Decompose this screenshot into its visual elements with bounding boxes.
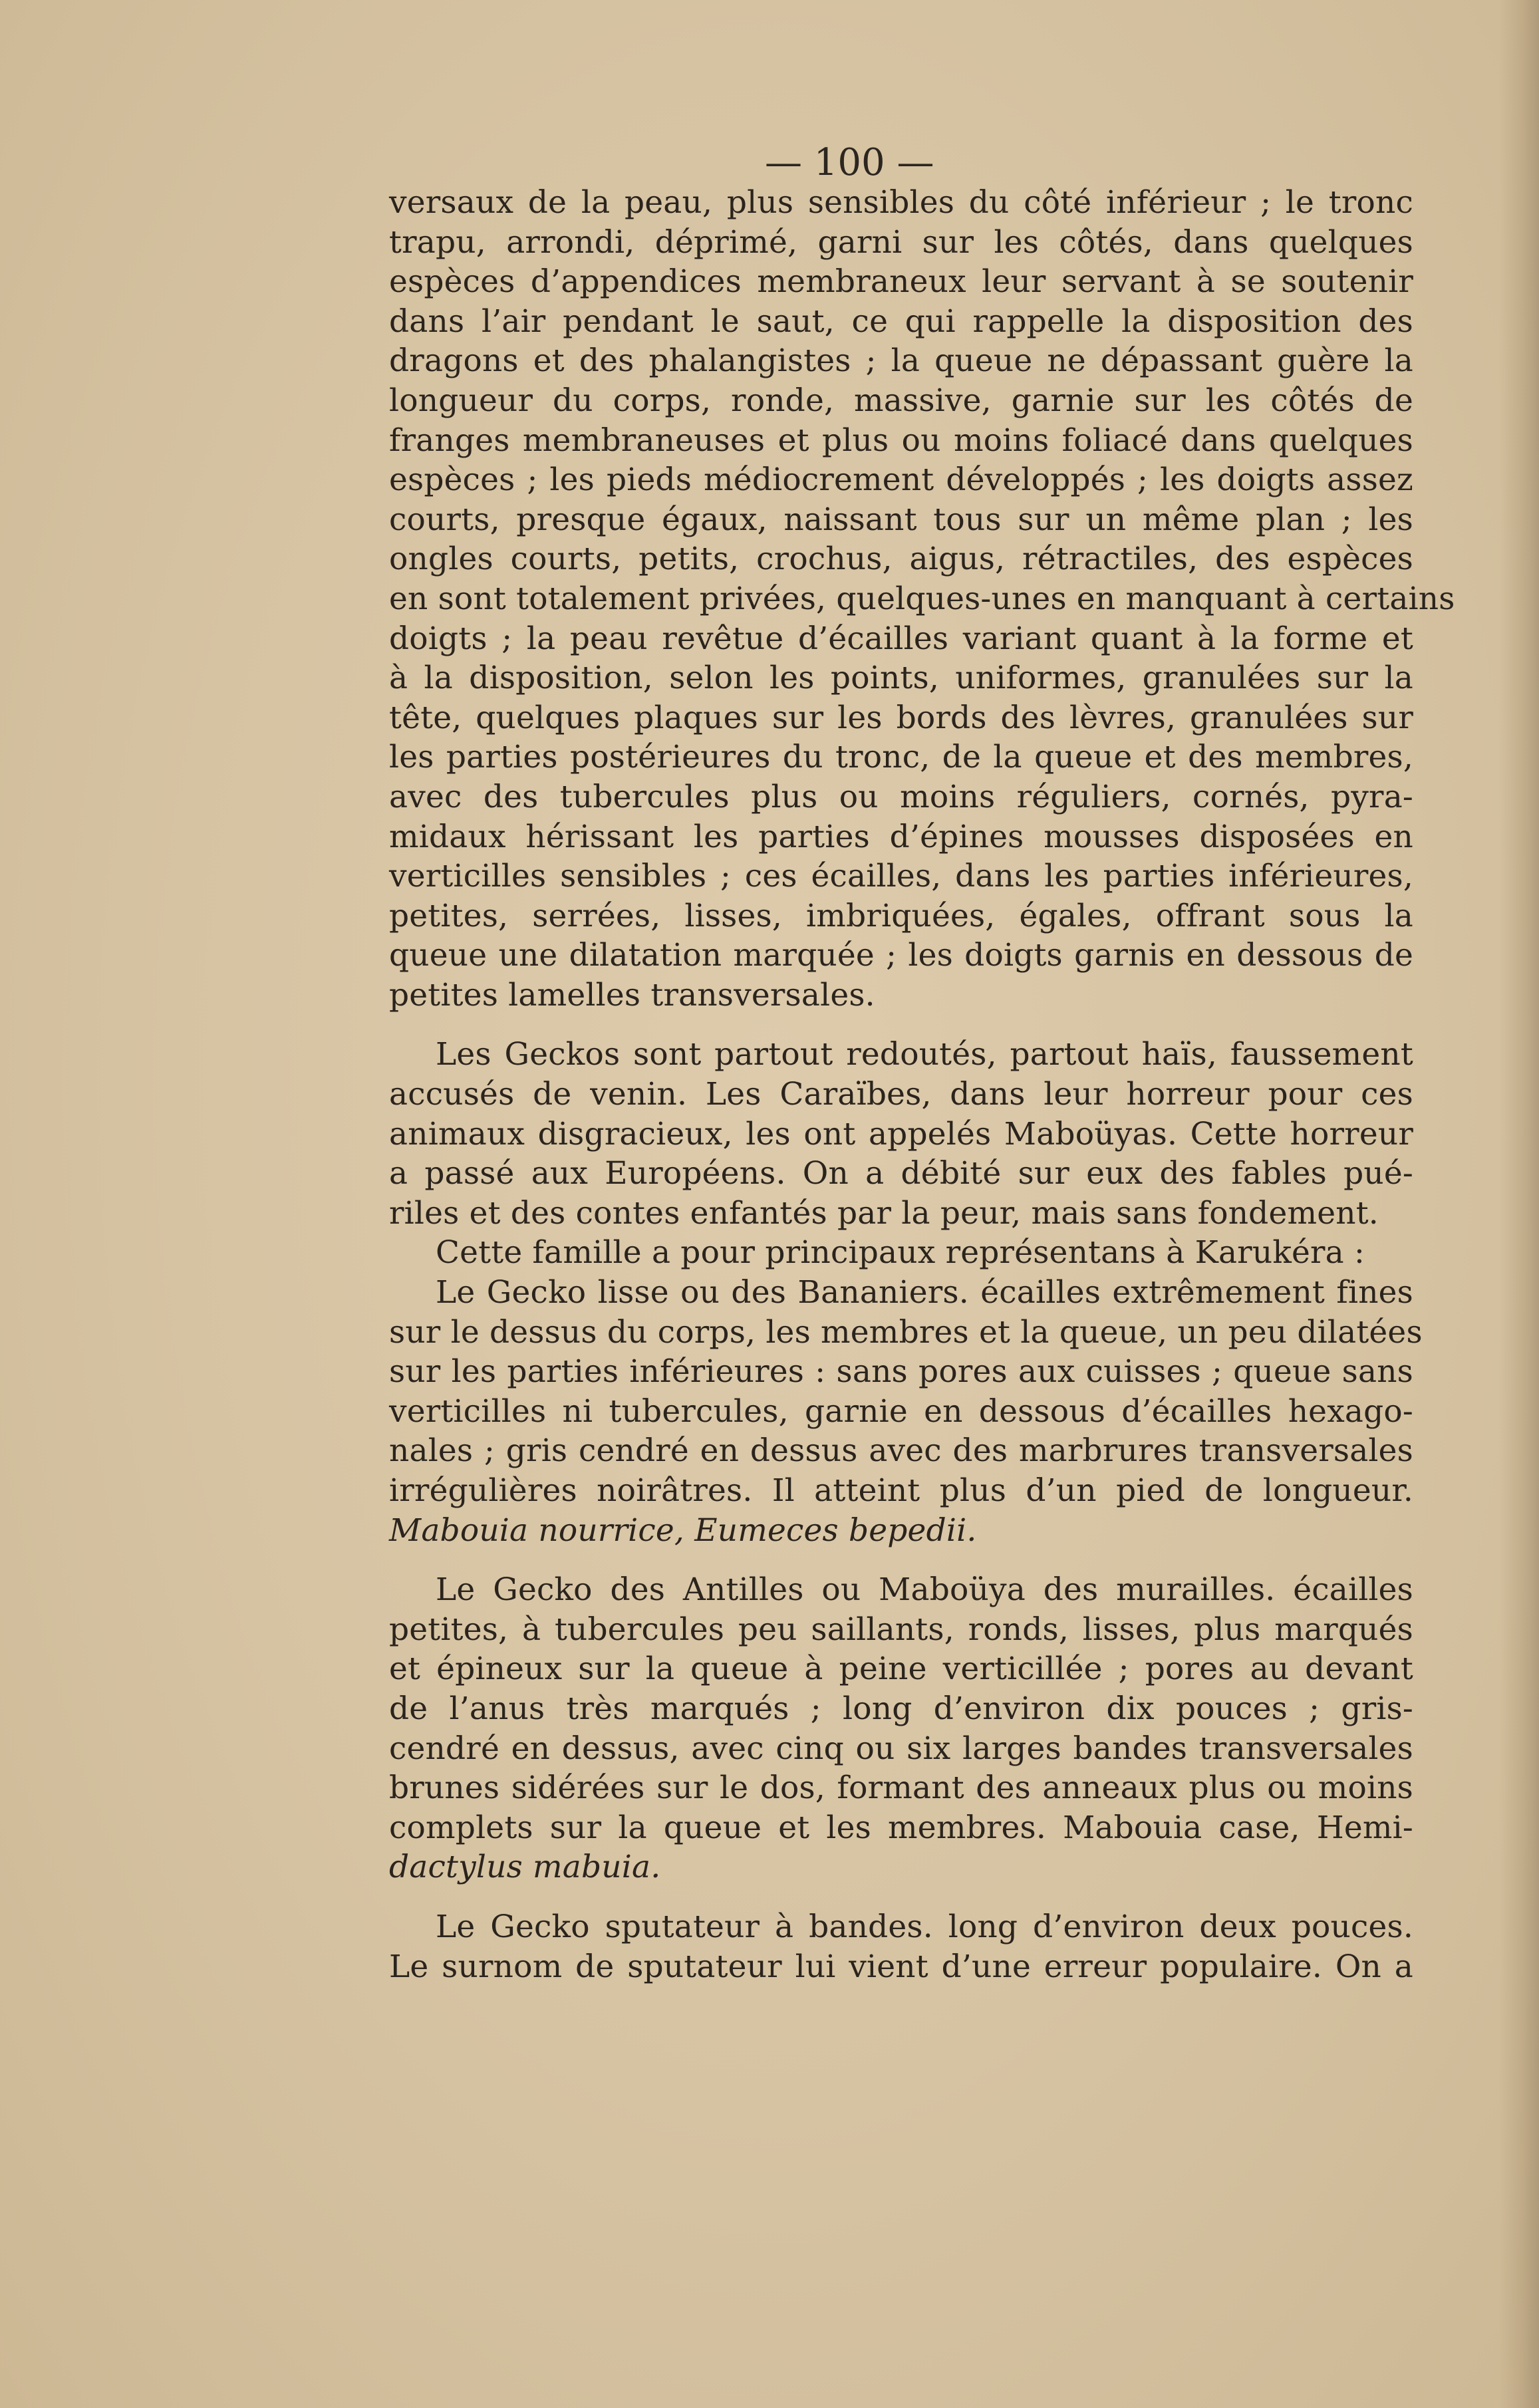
page-spine-shadow (1499, 0, 1539, 2408)
text-line: Le Gecko lisse ou des Bananiers. écailles extrêmement fines (436, 1274, 1413, 1311)
text-line: nales ; gris cendré en dessus avec des marbrures transversales (389, 1432, 1413, 1470)
text-line: courts, presque égaux, naissant tous sur un même plan ; les (389, 501, 1413, 538)
text-line: Les Geckos sont partout redoutés, partout haïs, faussement (436, 1036, 1413, 1073)
text-line: petites, serrées, lisses, imbriquées, égales, offrant sous la (389, 897, 1413, 934)
text-line: Cette famille a pour principaux représentans à Karukéra : (436, 1234, 1365, 1271)
text-line: verticilles ni tubercules, garnie en dessous d’écailles hexago- (389, 1393, 1413, 1430)
text-line: les parties postérieures du tronc, de la queue et des membres, (389, 739, 1413, 776)
text-line: petites lamelles transversales. (389, 976, 875, 1013)
paragraph-description (389, 183, 1455, 1015)
text-line: de l’anus très marqués ; long d’environ dix pouces ; gris- (389, 1690, 1413, 1727)
text-line: espèces ; les pieds médiocrement développés ; les doigts assez (389, 462, 1413, 499)
text-line: trapu, arrondi, déprimé, garni sur les côtés, dans quelques (389, 223, 1413, 261)
text-line: Le surnom de sputateur lui vient d’une erreur populaire. On a (389, 1948, 1413, 1985)
text-line: Mabouia nourrice, Eumeces bepedii. (389, 1512, 977, 1549)
text-line: verticilles sensibles ; ces écailles, dans les parties inférieures, (389, 858, 1413, 895)
paragraph-gecko-lisse (389, 1273, 1423, 1550)
text-line: dragons et des phalangistes ; la queue ne dépassant guère la (389, 342, 1413, 380)
text-line: dans l’air pendant le saut, ce qui rappelle la disposition des (389, 303, 1413, 340)
text-line: brunes sidérées sur le dos, formant des anneaux plus ou moins (389, 1770, 1413, 1807)
text-line: espèces d’appendices membraneux leur servant à se soutenir (389, 263, 1413, 301)
text-line: et épineux sur la queue à peine verticillée ; pores au devant (389, 1651, 1413, 1688)
text-line: sur le dessus du corps, les membres et la queue, un peu dilatées (389, 1313, 1423, 1351)
text-line: sur les parties inférieures : sans pores aux cuisses ; queue sans (389, 1353, 1413, 1391)
text-line: cendré en dessus, avec cinq ou six larges bandes transversales (389, 1730, 1413, 1767)
paragraph-gecko-antilles (389, 1570, 1413, 1887)
page-number: — 100 — (765, 141, 934, 184)
text-line: petites, à tubercules peu saillants, ronds, lisses, plus marqués (389, 1611, 1413, 1648)
text-line: dactylus mabuia. (389, 1849, 661, 1886)
text-line: queue une dilatation marquée ; les doigts garnis en dessous de (389, 937, 1413, 974)
text-line: versaux de la peau, plus sensibles du côté inférieur ; le tronc (389, 184, 1413, 221)
text-line: à la disposition, selon les points, uniformes, granulées sur la (389, 660, 1413, 697)
text-line: franges membraneuses et plus ou moins foliacé dans quelques (389, 422, 1413, 459)
text-line: riles et des contes enfantés par la peur, mais sans fondement. (389, 1194, 1379, 1232)
text-line: avec des tubercules plus ou moins réguliers, cornés, pyra- (389, 778, 1413, 815)
text-line: ongles courts, petits, crochus, aigus, rétractiles, des espèces (389, 541, 1413, 578)
text-line: doigts ; la peau revêtue d’écailles variant quant à la forme et (389, 620, 1413, 657)
text-line: en sont totalement privées, quelques-unes en manquant à certains (389, 580, 1455, 617)
text-line: a passé aux Européens. On a débité sur eux des fables pué- (389, 1155, 1413, 1192)
text-line: animaux disgracieux, les ont appelés Maboüyas. Cette horreur (389, 1115, 1413, 1152)
text-line: tête, quelques plaques sur les bords des lèvres, granulées sur (389, 699, 1413, 736)
paragraph-gecko-sputateur (389, 1907, 1413, 1986)
text-line: longueur du corps, ronde, massive, garnie sur les côtés de (389, 382, 1413, 419)
paragraph-representatives (389, 1233, 1413, 1273)
text-line: midaux hérissant les parties d’épines mousses disposées en (389, 818, 1413, 855)
text-line: complets sur la queue et les membres. Mabouia case, Hemi- (389, 1809, 1413, 1846)
paragraph-geckos (389, 1035, 1413, 1233)
text-line: Le Gecko sputateur à bandes. long d’environ deux pouces. (436, 1908, 1413, 1945)
page-body (389, 183, 1455, 1986)
text-line: Le Gecko des Antilles ou Maboüya des murailles. écailles (436, 1571, 1413, 1609)
text-line: accusés de venin. Les Caraïbes, dans leur horreur pour ces (389, 1076, 1413, 1113)
text-line: irrégulières noirâtres. Il atteint plus d’un pied de longueur. (389, 1472, 1413, 1509)
